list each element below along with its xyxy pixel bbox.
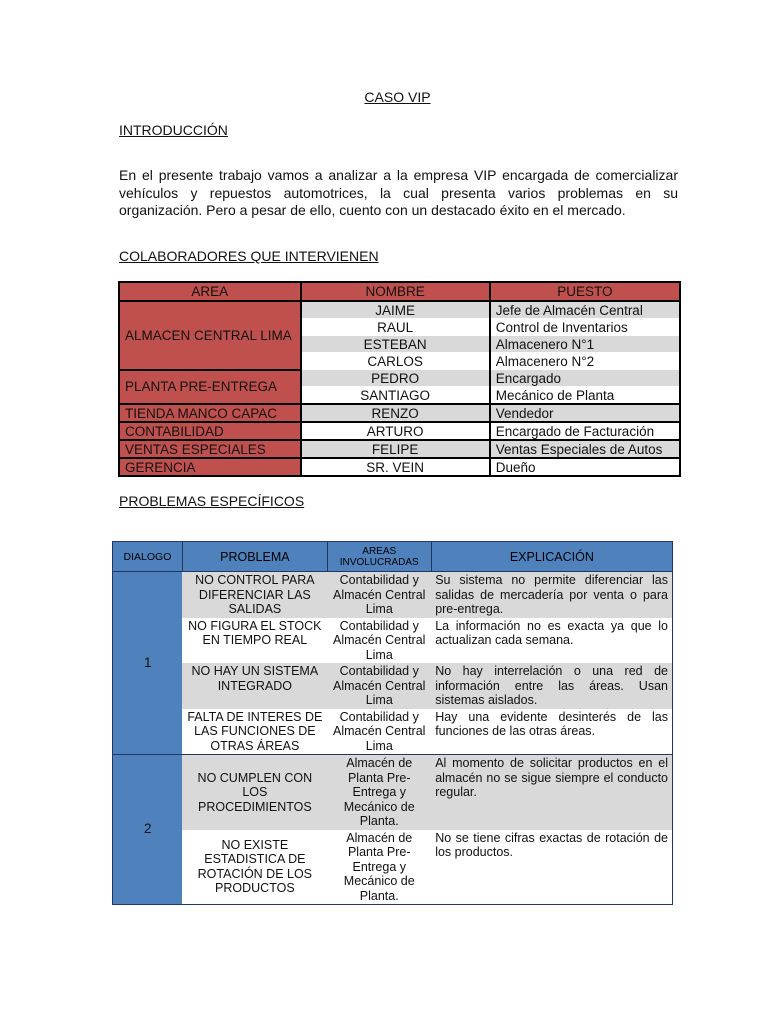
puesto-cell: Mecánico de Planta [490,387,680,405]
problema-cell: NO CONTROL PARA DIFERENCIAR LAS SALIDAS [182,572,327,618]
problems-table [112,541,673,905]
col-header-explicacion: EXPLICACIÓN [431,542,672,572]
puesto-cell: Dueño [490,458,680,476]
puesto-cell: Almacenero N°1 [490,336,680,353]
area-cell: GERENCIA [119,458,301,476]
puesto-cell: Encargado [490,370,680,387]
explicacion-cell: Al momento de solicitar productos en el almacén no se sigue siempre el conducto regular. [431,755,672,830]
nombre-cell: SANTIAGO [301,387,490,405]
explicacion-cell: No se tiene cifras exactas de rotación de los productos. [431,830,672,905]
problema-cell: NO EXISTE ESTADISTICA DE ROTACIÓN DE LOS PRODUCTOS [182,830,327,905]
table-row [119,422,680,440]
problema-cell: NO HAY UN SISTEMA INTEGRADO [182,663,327,709]
problema-cell: NO CUMPLEN CON LOS PROCEDIMIENTOS [182,755,327,830]
area-cell: ALMACEN CENTRAL LIMA [119,301,301,370]
area-cell: TIENDA MANCO CAPAC [119,404,301,422]
table-row [113,663,673,709]
table-header-row [119,282,680,301]
area-cell: VENTAS ESPECIALES [119,440,301,458]
page-title: CASO VIP [364,89,431,105]
table-row [113,709,673,755]
dialogo-cell: 2 [113,755,183,905]
table-row [113,618,673,664]
problems-heading: PROBLEMAS ESPECÍFICOS [119,493,305,509]
puesto-cell: Control de Inventarios [490,319,680,336]
col-header-puesto: PUESTO [490,282,680,301]
nombre-cell: SR. VEIN [301,458,490,476]
table-row [119,458,680,476]
area-cell: CONTABILIDAD [119,422,301,440]
col-header-areas: AREAS INVOLUCRADAS [327,542,431,572]
nombre-cell: FELIPE [301,440,490,458]
table-row [113,572,673,618]
problema-cell: NO FIGURA EL STOCK EN TIEMPO REAL [182,618,327,664]
col-header-problema: PROBLEMA [182,542,327,572]
nombre-cell: RAUL [301,319,490,336]
puesto-cell: Encargado de Facturación [490,422,680,440]
table-row [119,440,680,458]
nombre-cell: PEDRO [301,370,490,387]
problema-cell: FALTA DE INTERES DE LAS FUNCIONES DE OTRAS ÁREAS [182,709,327,755]
areas-cell: Contabilidad y Almacén Central Lima [327,663,431,709]
explicacion-cell: La información no es exacta ya que lo actualizan cada semana. [431,618,672,664]
table-row [113,755,673,830]
table-header-row [113,542,673,572]
table-row [119,301,680,319]
nombre-cell: ESTEBAN [301,336,490,353]
puesto-cell: Ventas Especiales de Autos [490,440,680,458]
table-row [119,404,680,422]
explicacion-cell: No hay interrelación o una red de información entre las áreas. Usan sistemas aislados. [431,663,672,709]
puesto-cell: Vendedor [490,404,680,422]
nombre-cell: ARTURO [301,422,490,440]
table-row [113,830,673,905]
col-header-dialogo: DIALOGO [113,542,183,572]
explicacion-cell: Su sistema no permite diferenciar las salidas de mercadería por venta o para pre-entrega. [431,572,672,618]
area-cell: PLANTA PRE-ENTREGA [119,370,301,405]
intro-paragraph: En el presente trabajo vamos a analizar a la empresa VIP encargada de comercializar vehículos y repuestos automotrices, la cual presenta varios problemas en su organización. Pero a pesar de ello, cuento con un destacado éxito en el mercado. [119,167,678,218]
puesto-cell: Almacenero N°2 [490,353,680,370]
puesto-cell: Jefe de Almacén Central [490,301,680,319]
areas-cell: Contabilidad y Almacén Central Lima [327,572,431,618]
explicacion-cell: Hay una evidente desinterés de las funciones de las otras áreas. [431,709,672,755]
collab-heading: COLABORADORES QUE INTERVIENEN [119,248,379,264]
nombre-cell: JAIME [301,301,490,319]
areas-cell: Almacén de Planta Pre-Entrega y Mecánico de Planta. [327,755,431,830]
col-header-area: AREA [119,282,301,301]
dialogo-cell: 1 [113,572,183,755]
col-header-nombre: NOMBRE [301,282,490,301]
areas-cell: Contabilidad y Almacén Central Lima [327,618,431,664]
areas-cell: Contabilidad y Almacén Central Lima [327,709,431,755]
collaborators-table [118,281,681,477]
table-row [119,370,680,387]
nombre-cell: CARLOS [301,353,490,370]
areas-cell: Almacén de Planta Pre-Entrega y Mecánico de Planta. [327,830,431,905]
intro-heading: INTRODUCCIÓN [119,122,228,138]
nombre-cell: RENZO [301,404,490,422]
